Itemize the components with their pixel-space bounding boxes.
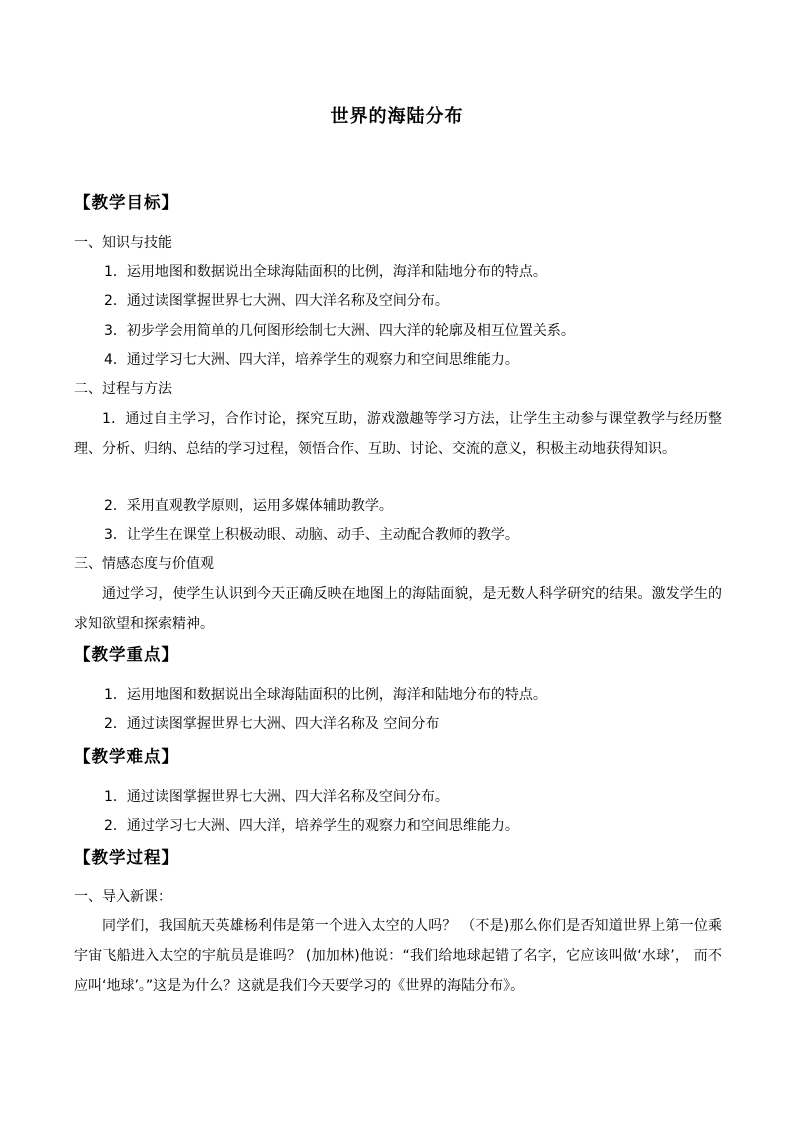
objective-item-3: 3．初步学会用简单的几何图形绘制七大洲、四大洋的轮廓及相互位置关系。 (104, 323, 575, 339)
attitude-values-heading: 三、情感态度与价值观 (74, 556, 214, 572)
difficulty-item-1: 1．通过读图掌握世界七大洲、四大洋名称及空间分布。 (104, 789, 449, 805)
key-point-item-2: 2．通过读图掌握世界七大洲、四大洋名称及 空间分布 (104, 716, 440, 732)
teaching-process-heading: 【教学过程】 (74, 848, 179, 867)
objective-item-4: 4．通过学习七大洲、四大洋，培养学生的观察力和空间思维能力。 (104, 352, 519, 368)
process-methods-heading: 二、过程与方法 (74, 381, 172, 397)
attitude-values-text: 通过学习，使学生认识到今天正确反映在地图上的海陆面貌，是无数人科学研究的结果。激发学生的求知欲望和探索精神。 (74, 586, 722, 632)
key-point-item-1: 1．运用地图和数据说出全球海陆面积的比例，海洋和陆地分布的特点。 (104, 687, 547, 703)
knowledge-skills-heading: 一、知识与技能 (74, 235, 172, 251)
key-points-heading: 【教学重点】 (74, 645, 179, 664)
page-title: 世界的海陆分布 (330, 106, 464, 127)
objectives-heading: 【教学目标】 (74, 193, 179, 212)
difficulties-heading: 【教学难点】 (74, 747, 179, 766)
difficulty-item-2: 2．通过学习七大洲、四大洋，培养学生的观察力和空间思维能力。 (104, 818, 519, 834)
objective-item-1: 1．运用地图和数据说出全球海陆面积的比例，海洋和陆地分布的特点。 (104, 264, 547, 280)
intro-paragraph: 同学们，我国航天英雄杨利伟是第一个进入太空的人吗？ （不是)那么你们是否知道世界上第一位乘宇宙飞船进入太空的宇航员是谁吗？ (加加林)他说：“我们给地球起错了名字，它应该叫做‘水球’， 而不应叫‘地球’。”这是为什么？这就是我们今天要学习的《世界的海陆分布》。 (74, 918, 722, 994)
process-item-2: 2．采用直观教学原则，运用多媒体辅助教学。 (104, 498, 393, 514)
objective-item-2: 2．通过读图掌握世界七大洲、四大洋名称及空间分布。 (104, 293, 449, 309)
intro-heading: 一、导入新课： (74, 889, 172, 905)
process-item-1: 1．通过自主学习，合作讨论，探究互助，游戏激趣等学习方法，让学生主动参与课堂教学与经历整理、分析、归纳、总结的学习过程，领悟合作、互助、讨论、交流的意义，积极主动地获得知识。 (74, 411, 722, 457)
process-item-3: 3．让学生在课堂上积极动眼、动脑、动手、主动配合教师的教学。 (104, 527, 519, 543)
